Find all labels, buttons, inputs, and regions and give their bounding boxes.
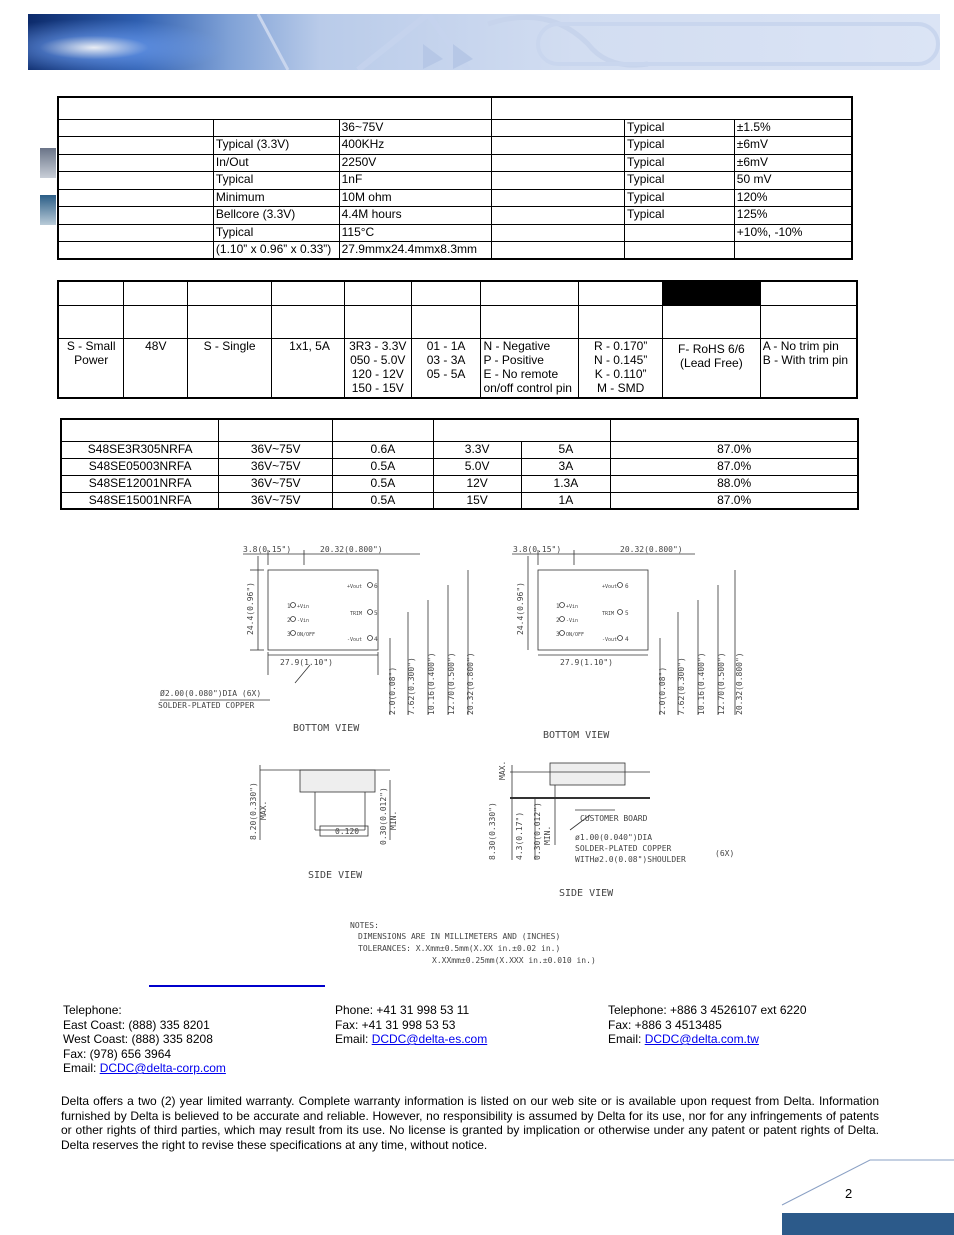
spec-cell: Typical (3.3V) <box>213 137 339 155</box>
contact-line: Fax: +41 31 998 53 53 <box>335 1017 456 1032</box>
pin-note: SOLDER-PLATED COPPER <box>158 701 255 710</box>
model-cell: 36V~75V <box>219 441 333 458</box>
pin-number: 6 <box>374 583 378 590</box>
pin-number: 3 <box>556 631 560 638</box>
pin-number: 4 <box>625 636 629 643</box>
spec-cell <box>58 242 213 260</box>
pin-note: WITHø2.0(0.08")SHOULDER <box>575 855 686 864</box>
warranty-text: Delta offers a two (2) year limited warranty. Complete warranty information is listed on our web site or is available upon request from Delta. Information furnished by Delta is believed to be accurate and reliable. However, no responsibility is assumed by Delta for its use, nor for any infringements of patents or other rights of third parties, which may result from its use. No license is granted by implication or otherwise under any patent or patent rights of Delta. Delta reserves the right to revise these specifications at any time, without notice. <box>61 1094 879 1152</box>
spec-cell: 10M ohm <box>339 189 491 207</box>
pn-product-type: 1x1, 5A <box>272 338 345 398</box>
spec-cell: In/Out <box>213 154 339 172</box>
mechanical-drawing <box>150 540 750 980</box>
model-cell: 0.6A <box>333 441 434 458</box>
model-cell: 0.5A <box>333 458 434 475</box>
contact-line: Telephone: +886 3 4526107 ext 6220 <box>608 1003 807 1017</box>
spec-cell: Typical <box>625 154 735 172</box>
spec-cell: 1nF <box>339 172 491 190</box>
side-max-right: MAX. <box>498 760 507 780</box>
model-cell: 15V <box>433 492 521 509</box>
spec-cell: Typical <box>625 137 735 155</box>
spec-row <box>58 137 852 155</box>
spec-cell <box>625 224 735 242</box>
pin-label: TRIM <box>350 611 363 617</box>
dim-2-0: 2.0(0.08") <box>658 666 667 715</box>
dim-24-4: 24.4(0.96") <box>246 582 255 635</box>
pin-label: ON/OFF <box>297 632 316 638</box>
model-cell: 0.5A <box>333 492 434 509</box>
side-marker <box>40 148 56 178</box>
spec-cell <box>491 189 624 207</box>
dim-3-8: 3.8(0.15") <box>513 545 562 554</box>
model-cell: 1.3A <box>521 475 611 492</box>
model-row <box>61 492 858 509</box>
model-cell: 88.0% <box>611 475 858 492</box>
header-banner <box>28 14 940 70</box>
model-cell: 87.0% <box>611 492 858 509</box>
part-numbering-table <box>57 280 858 399</box>
model-row <box>61 441 858 458</box>
model-cell: S48SE05003NRFA <box>61 458 219 475</box>
side-min-dim-right: 0.30(0.012") <box>533 802 542 860</box>
spec-cell: Typical <box>213 224 339 242</box>
spec-cell: 400KHz <box>339 137 491 155</box>
pin-label: TRIM <box>602 611 615 617</box>
spec-cell <box>58 119 213 137</box>
pn-output-voltage: 3R3 - 3.3V 050 - 5.0V 120 - 12V 150 - 15V <box>344 338 411 398</box>
model-row <box>61 458 858 475</box>
pin-number: 4 <box>374 636 378 643</box>
spec-row <box>58 207 852 225</box>
side-height-left: 8.20(0.330") <box>249 782 258 840</box>
side-min-dim-left: 0.30(0.012") <box>379 787 388 845</box>
model-cell: 0.5A <box>333 475 434 492</box>
spec-header-right <box>491 97 852 119</box>
spec-row <box>58 154 852 172</box>
model-cell: 3A <box>521 458 611 475</box>
dim-7-62: 7.62(0.300") <box>677 657 686 715</box>
model-cell: S48SE3R305NRFA <box>61 441 219 458</box>
pn-outputs: S - Single <box>188 338 272 398</box>
side-view-label: SIDE VIEW <box>559 888 614 899</box>
contact-usa <box>63 1003 226 1076</box>
pn-rohs: F- RoHS 6/6 (Lead Free) <box>663 338 761 398</box>
customer-board-label: CUSTOMER BOARD <box>580 814 648 823</box>
spec-cell: 2250V <box>339 154 491 172</box>
pin-label: +Vout <box>347 584 363 590</box>
dim-20-32: 20.32(0.800") <box>620 545 683 554</box>
pin-note: ø1.00(0.040")DIA <box>575 833 653 842</box>
spec-row <box>58 172 852 190</box>
pin-number: 1 <box>287 603 291 610</box>
model-cell: 12V <box>433 475 521 492</box>
pn-subheader-row <box>58 305 857 338</box>
spec-cell: (1.10” x 0.96” x 0.33”) <box>213 242 339 260</box>
spec-cell: 115°C <box>339 224 491 242</box>
pin-note: SOLDER-PLATED COPPER <box>575 844 672 853</box>
pin-number: 5 <box>625 610 629 617</box>
spec-cell: 125% <box>734 207 852 225</box>
contact-line: West Coast: (888) 335 8208 <box>63 1032 213 1046</box>
pin-label: ON/OFF <box>566 632 585 638</box>
pin-number: 5 <box>374 610 378 617</box>
email-label: Email: <box>608 1032 645 1046</box>
contact-line: Fax: +886 3 4513485 <box>608 1017 722 1032</box>
page-number: 2 <box>845 1186 853 1201</box>
spec-cell <box>491 119 624 137</box>
model-cell: 87.0% <box>611 441 858 458</box>
spec-cell: Typical <box>625 172 735 190</box>
pin-label: -Vout <box>602 637 618 643</box>
pin-label: +Vin <box>566 604 579 610</box>
model-cell: S48SE12001NRFA <box>61 475 219 492</box>
spec-cell: 36~75V <box>339 119 491 137</box>
spec-row <box>58 189 852 207</box>
side-max-left: MAX. <box>259 800 268 820</box>
email-link-asia[interactable]: DCDC@delta.com.tw <box>644 1032 759 1046</box>
dim-24-4: 24.4(0.96") <box>516 582 525 635</box>
model-row <box>61 475 858 492</box>
email-link-usa[interactable]: DCDC@delta-corp.com <box>99 1061 226 1075</box>
spec-cell <box>58 154 213 172</box>
dim-20-32-vertical: 20.32(0.800") <box>735 652 744 715</box>
spec-cell <box>491 172 624 190</box>
pin-label: +Vout <box>602 584 618 590</box>
pn-on-off-logic: N - Negative P - Positive E - No remote on/off control pin <box>481 338 579 398</box>
spec-cell <box>58 172 213 190</box>
spec-cell <box>491 154 624 172</box>
side-min-right: MIN. <box>543 825 552 845</box>
spec-cell: Minimum <box>213 189 339 207</box>
model-cell: 1A <box>521 492 611 509</box>
dim-7-62: 7.62(0.300") <box>407 657 416 715</box>
model-cell: 3.3V <box>433 441 521 458</box>
spec-row <box>58 119 852 137</box>
bottom-view-label: BOTTOM VIEW <box>543 730 610 741</box>
spec-cell: +10%, -10% <box>734 224 852 242</box>
model-cell: 36V~75V <box>219 458 333 475</box>
spec-cell <box>58 189 213 207</box>
spec-header-left <box>58 97 491 119</box>
model-list-table <box>60 418 859 510</box>
spec-row <box>58 224 852 242</box>
spec-cell: 4.4M hours <box>339 207 491 225</box>
contact-line: Telephone: <box>63 1003 122 1017</box>
side-view-label: SIDE VIEW <box>308 870 363 881</box>
pin-label: -Vin <box>297 618 310 624</box>
model-cell: 87.0% <box>611 458 858 475</box>
dim-3-8: 3.8(0.15") <box>243 545 292 554</box>
models-header-row <box>61 419 858 441</box>
pin-number: 2 <box>556 617 560 624</box>
dim-12-70: 12.70(0.500") <box>447 652 456 715</box>
spec-cell: 27.9mmx24.4mmx8.3mm <box>339 242 491 260</box>
spec-header-row <box>58 97 852 119</box>
notes-title: NOTES: <box>350 921 379 930</box>
pn-product-series: S - Small Power <box>58 338 124 398</box>
spec-cell: ±6mV <box>734 137 852 155</box>
email-link-europe[interactable]: DCDC@delta-es.com <box>371 1032 488 1046</box>
spec-cell: 120% <box>734 189 852 207</box>
contact-europe <box>335 1003 487 1047</box>
spec-cell: Bellcore (3.3V) <box>213 207 339 225</box>
pn-output-current: 01 - 1A 03 - 3A 05 - 5A <box>411 338 481 398</box>
pn-values-row <box>58 338 857 398</box>
spec-cell <box>734 242 852 260</box>
spec-cell: Typical <box>213 172 339 190</box>
bottom-view-label: BOTTOM VIEW <box>293 723 360 734</box>
pn-pin-length: R - 0.170” N - 0.145” K - 0.110” M - SMD <box>579 338 663 398</box>
spec-cell <box>213 119 339 137</box>
pin-label: +Vin <box>297 604 310 610</box>
model-cell: 5A <box>521 441 611 458</box>
pin-number: 3 <box>287 631 291 638</box>
dim-2-0: 2.0(0.08") <box>388 666 397 715</box>
pin-number: 1 <box>556 603 560 610</box>
pn-option-code: A - No trim pin B - With trim pin <box>760 338 857 398</box>
spec-cell <box>491 224 624 242</box>
spec-cell: Typical <box>625 189 735 207</box>
spec-cell: Typical <box>625 207 735 225</box>
side-pin-height: 4.3(0.17") <box>515 811 524 860</box>
contact-asia <box>608 1003 807 1047</box>
model-cell: 36V~75V <box>219 492 333 509</box>
contact-line: Fax: (978) 656 3964 <box>63 1046 172 1061</box>
pn-header-row <box>58 281 857 305</box>
side-min-left: MIN. <box>389 810 398 830</box>
spec-cell <box>491 207 624 225</box>
spec-cell <box>625 242 735 260</box>
spec-cell <box>58 137 213 155</box>
dim-10-16: 10.16(0.400") <box>697 652 706 715</box>
flatness-value: 0.120 <box>335 827 360 836</box>
spec-cell: Typical <box>625 119 735 137</box>
pin-note: Ø2.00(0.080")DIA (6X) <box>160 689 262 698</box>
contact-divider <box>149 985 325 987</box>
dim-27-9: 27.9(1.10") <box>280 658 333 667</box>
contact-line: East Coast: (888) 335 8201 <box>63 1017 210 1032</box>
spec-cell: ±6mV <box>734 154 852 172</box>
spec-cell <box>491 242 624 260</box>
side-height-right: 8.30(0.330") <box>488 802 497 860</box>
notes-line: X.XXmm±0.25mm(X.XXX in.±0.010 in.) <box>432 956 596 965</box>
pn-header-highlight <box>663 281 761 305</box>
dim-20-32-vertical: 20.32(0.800") <box>466 652 475 715</box>
spec-cell <box>58 224 213 242</box>
pin-label: -Vout <box>347 637 363 643</box>
side-marker <box>40 195 56 225</box>
contact-line: Phone: +41 31 998 53 11 <box>335 1003 470 1017</box>
pin-note: (6X) <box>715 849 735 858</box>
pn-input-voltage: 48V <box>124 338 188 398</box>
dim-12-70: 12.70(0.500") <box>717 652 726 715</box>
pin-label: -Vin <box>566 618 579 624</box>
specification-table <box>57 96 853 260</box>
model-cell: S48SE15001NRFA <box>61 492 219 509</box>
email-label: Email: <box>335 1032 372 1046</box>
spec-cell: ±1.5% <box>734 119 852 137</box>
notes-line: DIMENSIONS ARE IN MILLIMETERS AND (INCHES) <box>358 932 561 941</box>
model-cell: 36V~75V <box>219 475 333 492</box>
spec-row <box>58 242 852 260</box>
pin-number: 6 <box>625 583 629 590</box>
dim-20-32: 20.32(0.800") <box>320 545 383 554</box>
email-label: Email: <box>63 1061 100 1075</box>
spec-cell: 50 mV <box>734 172 852 190</box>
spec-cell <box>491 137 624 155</box>
notes-line: TOLERANCES: X.Xmm±0.5mm(X.XX in.±0.02 in.) <box>358 944 561 953</box>
dim-27-9: 27.9(1.10") <box>560 658 613 667</box>
model-cell: 5.0V <box>433 458 521 475</box>
spec-cell <box>58 207 213 225</box>
dim-10-16: 10.16(0.400") <box>427 652 436 715</box>
pin-number: 2 <box>287 617 291 624</box>
